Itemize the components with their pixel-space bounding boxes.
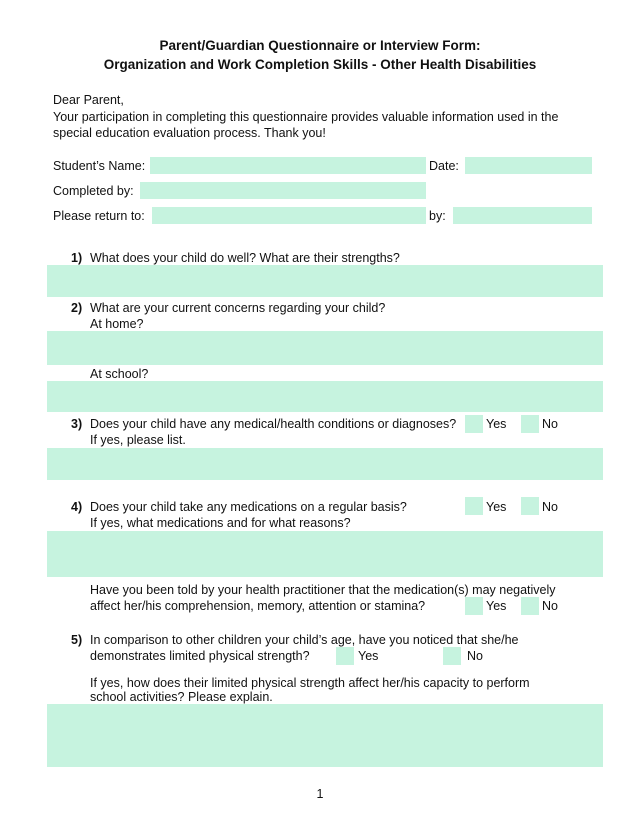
q5-yes-label: Yes [358, 649, 379, 663]
date-label: Date: [429, 159, 459, 173]
q3-no-checkbox[interactable] [521, 415, 539, 433]
q2-home-label: At home? [90, 317, 144, 331]
page-number: 1 [316, 787, 324, 801]
q3-number: 3) [71, 417, 83, 431]
form-title-line-2: Organization and Work Completion Skills - Other Health Disabilities [103, 57, 537, 72]
return-by-label: by: [429, 209, 446, 223]
return-by-input[interactable] [453, 207, 592, 224]
q3-no-label: No [542, 417, 558, 431]
q4-yes-label: Yes [486, 500, 507, 514]
q3-answer[interactable] [47, 448, 603, 480]
q4-sub-no-checkbox[interactable] [521, 597, 539, 615]
q4-sub-yes-label: Yes [486, 599, 507, 613]
completed-by-label: Completed by: [53, 184, 134, 198]
intro-line-2: special education evaluation process. Thank you! [53, 126, 326, 140]
q1-number: 1) [71, 251, 83, 265]
student-name-label: Student’s Name: [53, 159, 146, 173]
q4-yes-checkbox[interactable] [465, 497, 483, 515]
form-title-line-1: Parent/Guardian Questionnaire or Interview Form: [159, 38, 481, 53]
q4-sub-line-2: affect her/his comprehension, memory, attention or stamina? [90, 599, 426, 613]
date-input[interactable] [465, 157, 592, 174]
q4-answer[interactable] [47, 531, 603, 577]
q4-sub-yes-checkbox[interactable] [465, 597, 483, 615]
q5-yes-checkbox[interactable] [336, 647, 354, 665]
q3-yes-checkbox[interactable] [465, 415, 483, 433]
q5-no-label: No [467, 649, 483, 663]
q4-no-checkbox[interactable] [521, 497, 539, 515]
q4-no-label: No [542, 500, 558, 514]
q3-yes-label: Yes [486, 417, 507, 431]
q3-text: Does your child have any medical/health conditions or diagnoses? [90, 417, 457, 431]
greeting: Dear Parent, [53, 93, 124, 107]
q4-sub-line-1: Have you been told by your health practitioner that the medication(s) may negatively [90, 583, 556, 597]
q4-text: Does your child take any medications on a regular basis? [90, 500, 407, 514]
q1-text: What does your child do well? What are their strengths? [90, 251, 400, 265]
q2-school-answer[interactable] [47, 381, 603, 412]
q4-sub-no-label: No [542, 599, 558, 613]
q1-answer[interactable] [47, 265, 603, 297]
q2-school-label: At school? [90, 367, 149, 381]
completed-by-input[interactable] [140, 182, 426, 199]
return-to-label: Please return to: [53, 209, 145, 223]
q2-number: 2) [71, 301, 83, 315]
q5-number: 5) [71, 633, 83, 647]
q5-followup-line-2: school activities? Please explain. [90, 690, 273, 704]
q5-no-checkbox[interactable] [443, 647, 461, 665]
q4-followup: If yes, what medications and for what reasons? [90, 516, 351, 530]
q5-line-1: In comparison to other children your child’s age, have you noticed that she/he [90, 633, 519, 647]
q2-text: What are your current concerns regarding your child? [90, 301, 386, 315]
q2-home-answer[interactable] [47, 331, 603, 365]
student-name-input[interactable] [150, 157, 426, 174]
q5-followup-line-1: If yes, how does their limited physical strength affect her/his capacity to perform [90, 676, 530, 690]
q3-followup: If yes, please list. [90, 433, 186, 447]
intro-line-1: Your participation in completing this questionnaire provides valuable information used in the [53, 110, 559, 124]
return-to-input[interactable] [152, 207, 426, 224]
q5-line-2: demonstrates limited physical strength? [90, 649, 310, 663]
q5-answer[interactable] [47, 704, 603, 767]
q4-number: 4) [71, 500, 83, 514]
